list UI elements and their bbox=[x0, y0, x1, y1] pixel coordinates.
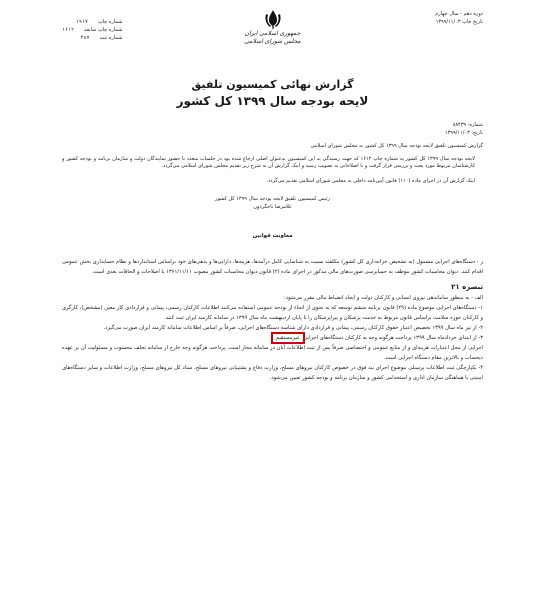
document-header bbox=[62, 8, 483, 66]
org-name-1: جمهوری اسلامی ایران bbox=[244, 30, 301, 37]
section-title: معاونت قوانین bbox=[252, 233, 293, 239]
previous-print-row bbox=[62, 26, 123, 34]
document-title bbox=[62, 76, 483, 110]
clause-item-3 bbox=[62, 333, 483, 343]
session-info bbox=[435, 10, 483, 26]
letter-block bbox=[62, 143, 483, 185]
print-date-line: تاریخ چاپ ۱۳۹۹/۱۱/۰۳ bbox=[435, 19, 483, 25]
previous-print-label: شماره چاپ سابقه bbox=[84, 27, 123, 33]
signature-role: رئیس کمیسیون تلفیق لایحه بودجه سال ۱۳۹۹ کل کشور bbox=[215, 196, 330, 202]
clause-body bbox=[62, 293, 483, 383]
emblem-block bbox=[213, 8, 333, 46]
clause-item-2: ۲- از تیر ماه سال ۱۳۹۹ تخصیص اعتبار حقوق کارکنان رسمی، پیمانی و قراردادی دارای شناسه دستگاه‌های اجرایی، صرفاً بر اساس اطلاعات سامانه کارمند ایران صورت می‌گیرد. bbox=[103, 325, 483, 331]
letter-closing: اینک گزارش آن در اجرای ماده (۱۱۰) قانون آیین‌نامه داخلی به مجلس شورای اسلامی تقدیم می‌گردد. bbox=[266, 177, 475, 184]
print-numbers bbox=[62, 18, 123, 42]
clause-title: تبصره ۲۱ bbox=[451, 283, 483, 291]
title-line-2: لایحه بودجه سال ۱۳۹۹ کل کشور bbox=[176, 94, 369, 108]
clause-item-3-text: ۳- از ابتدای خردادماه سال ۱۳۹۹ پرداخت هرگونه وجه به کارکنان دستگاه‌های اجرایی bbox=[303, 335, 483, 341]
registration-value: ۴۸۷ bbox=[80, 35, 90, 41]
print-number-value: ۱۹۱۷ bbox=[75, 19, 88, 25]
reference-number: شماره: ۸۸۴۳۹ bbox=[452, 122, 483, 128]
title-line-1: گزارش نهائی کمیسیون تلفیق bbox=[191, 78, 354, 91]
print-number-label: شماره چاپ bbox=[97, 19, 123, 25]
iran-emblem-icon bbox=[262, 8, 284, 30]
org-name-2: مجلس شورای اسلامی bbox=[244, 38, 301, 45]
previous-print-value: ۱۶۱۲ bbox=[62, 27, 75, 33]
clause-item-4: ۴- یکپارچگی ثبت اطلاعات پرسنلی موضوع اجرای بند فوق در خصوص کارکنان نیروهای مسلح، وزارت دفاع و پشتیبانی نیروهای مسلح، ستاد کل نیروهای مسلح، وزارت اطلاعات و سایر دستگاه‌های امنیتی با هماهنگی سازمان اداری و استخدامی کشور و سازمان برنامه و بودجه کشور تعیین می‌شود. bbox=[62, 365, 483, 381]
reference-date: تاریخ: ۱۳۹۹/۱۱/۰۳ bbox=[444, 129, 483, 136]
signature-block bbox=[62, 195, 483, 211]
registration-row bbox=[62, 34, 123, 42]
body-intro: ز - دستگاه‌های اجرایی مشمول (به تشخیص خزانه‌داری کل کشور) مکلفند نسبت به شناسایی کامل درآمدها، هزینه‌ها، دارایی‌ها و بدهی‌های خود براساس استانداردها و نظام حسابداری بخش عمومی اقدام کنند. دیوان محاسبات کشور موظف به حسابرسی صورت‌های مالی مذکور در اجرای ماده (۲) قانون دیوان محاسبات کشور مصوب ۱۳۶۱/۱۱/۱۱ با اصلاحات و الحاقات بعدی است. bbox=[62, 259, 483, 275]
signature-name: غلامرضا تاجگردون bbox=[253, 204, 292, 210]
clause-item-3-cont: اجرایی از محل اعتبارات هزینه‌ای و از منابع عمومی و اختصاصی صرفاً پس از ثبت اطلاعات آنان در سامانه مجاز است. پرداخت هرگونه وجه خارج از سامانه تخلف محسوب و مسئولیت آن بر عهده ذیحساب و بالاترین مقام دستگاه اجرایی است. bbox=[62, 345, 483, 361]
session-line: دوره دهم - سال چهارم bbox=[435, 11, 483, 17]
letter-paragraph: لایحه بودجه سال ۱۳۹۹ کل کشور به شماره چاپ ۱۶۱۲ که جهت رسیدگی به این کمیسیون به‌عنوان اصلی ارجاع شده بود در جلسات متعدد با حضور نمایندگان دولت و سازمان برنامه و بودجه کشور و کارشناسان مربوط مورد بحث و بررسی قرار گرفت و با اصلاحاتی به تصویب رسید و اینک گزارش آن به شرح زیر تقدیم مجلس شورای اسلامی می‌گردد. bbox=[62, 155, 475, 169]
print-number-row bbox=[62, 18, 123, 26]
highlighted-phrase: غیرمستقیم bbox=[275, 335, 300, 341]
clause-item-a: الف - به منظور ساماندهی نیروی انسانی و کارکنان دولت و ایجاد انضباط مالی مقرر می‌شود: bbox=[284, 295, 483, 301]
letter-recipient: گزارش کمیسیون تلفیق لایحه بودجه سال ۱۳۹۹ کل کشور به مجلس شورای اسلامی bbox=[310, 143, 483, 149]
reference-block bbox=[62, 122, 483, 137]
clause-item-1: ۱- دستگاه‌های اجرایی موضوع ماده (۲۹) قانون برنامه ششم توسعه که به نحوی از انحاء از بودجه عمومی استفاده می‌کنند اطلاعات کارکنان رسمی، پیمانی و قراردادی کار معین (مشخص)، کارگری و کارکنان حوزه سلامت براساس قانون مربوط به خدمت پزشکان و پیراپزشکان را تا پایان اردیبهشت ماه سال ۱۳۹۹ در سامانه کارمند ایران ثبت کنند. bbox=[62, 305, 483, 321]
registration-label: شماره ثبت bbox=[99, 35, 123, 41]
